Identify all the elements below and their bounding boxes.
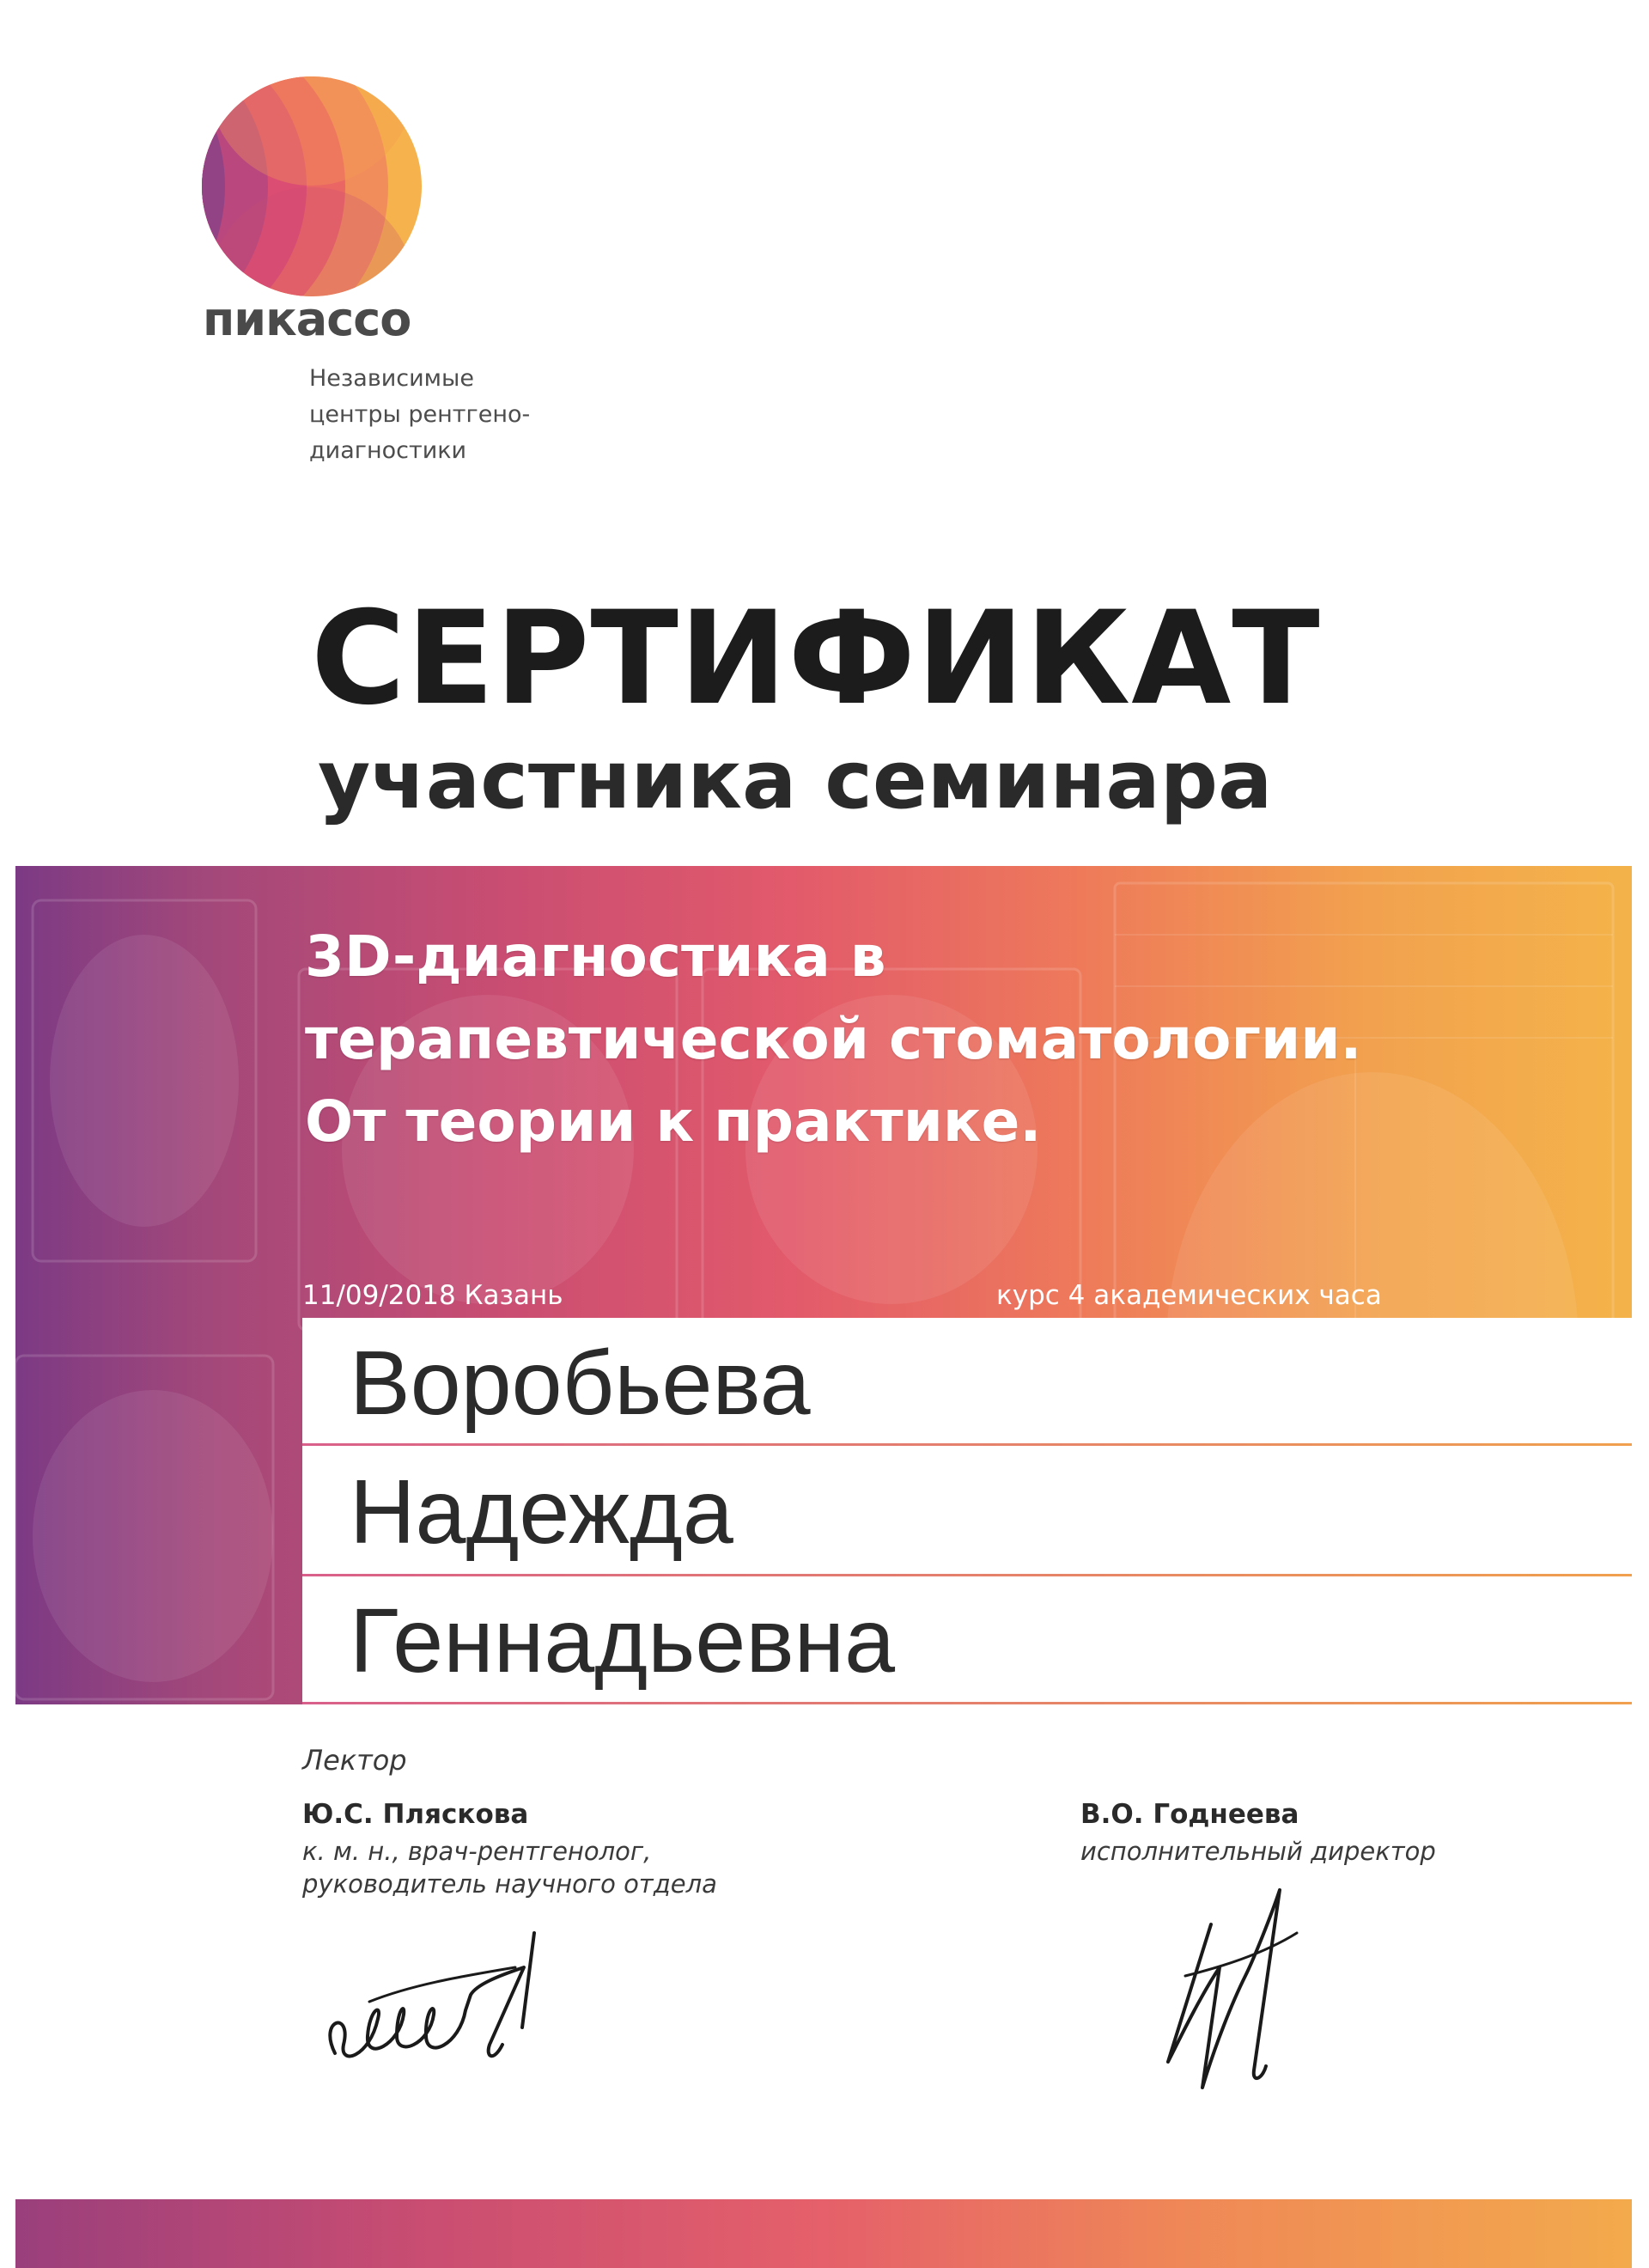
lector-label: Лектор — [302, 1744, 407, 1777]
participant-name-panel — [302, 1318, 1632, 1704]
tagline-line: диагностики — [309, 437, 467, 464]
tagline-line: центры рентгено- — [309, 401, 531, 428]
course-title — [305, 916, 1362, 1163]
date-city: 11/09/2018 Казань — [302, 1280, 563, 1311]
lector-role-line: руководитель научного отдела — [302, 1869, 717, 1899]
certificate-subtitle: участника семинара — [318, 734, 1273, 827]
divider — [302, 1443, 1632, 1446]
director-name: В.О. Годнеева — [1080, 1799, 1299, 1830]
lector-role-line: к. м. н., врач-рентгенолог, — [302, 1837, 652, 1866]
pikasso-logo-icon — [199, 74, 424, 299]
lector-role — [302, 1835, 717, 1900]
tagline-line: Независимые — [309, 365, 474, 392]
participant-surname: Воробьева — [350, 1332, 811, 1434]
brand-tagline — [309, 361, 530, 469]
course-title-line: 3D-диагностика в — [305, 924, 886, 990]
name-row-patronymic — [302, 1576, 1632, 1704]
brand-name: пикассо — [203, 292, 411, 346]
director-role-line: исполнительный директор — [1080, 1837, 1436, 1866]
name-row-first-name — [302, 1447, 1632, 1576]
lector-name: Ю.С. Пляскова — [302, 1799, 529, 1830]
certificate-title: СЕРТИФИКАТ — [311, 584, 1321, 734]
name-row-surname — [302, 1318, 1632, 1447]
divider — [302, 1702, 1632, 1704]
participant-first-name: Надежда — [350, 1461, 733, 1563]
footer-banner — [15, 2199, 1632, 2268]
participant-patronymic: Геннадьевна — [350, 1590, 896, 1692]
course-duration: курс 4 академических часа — [996, 1280, 1382, 1311]
course-title-line: терапевтической стоматологии. — [305, 1006, 1362, 1072]
director-role — [1080, 1835, 1436, 1868]
lector-signature-icon — [318, 1916, 575, 2088]
director-signature-icon — [1151, 1873, 1323, 2096]
course-title-line: От теории к практике. — [305, 1088, 1042, 1155]
